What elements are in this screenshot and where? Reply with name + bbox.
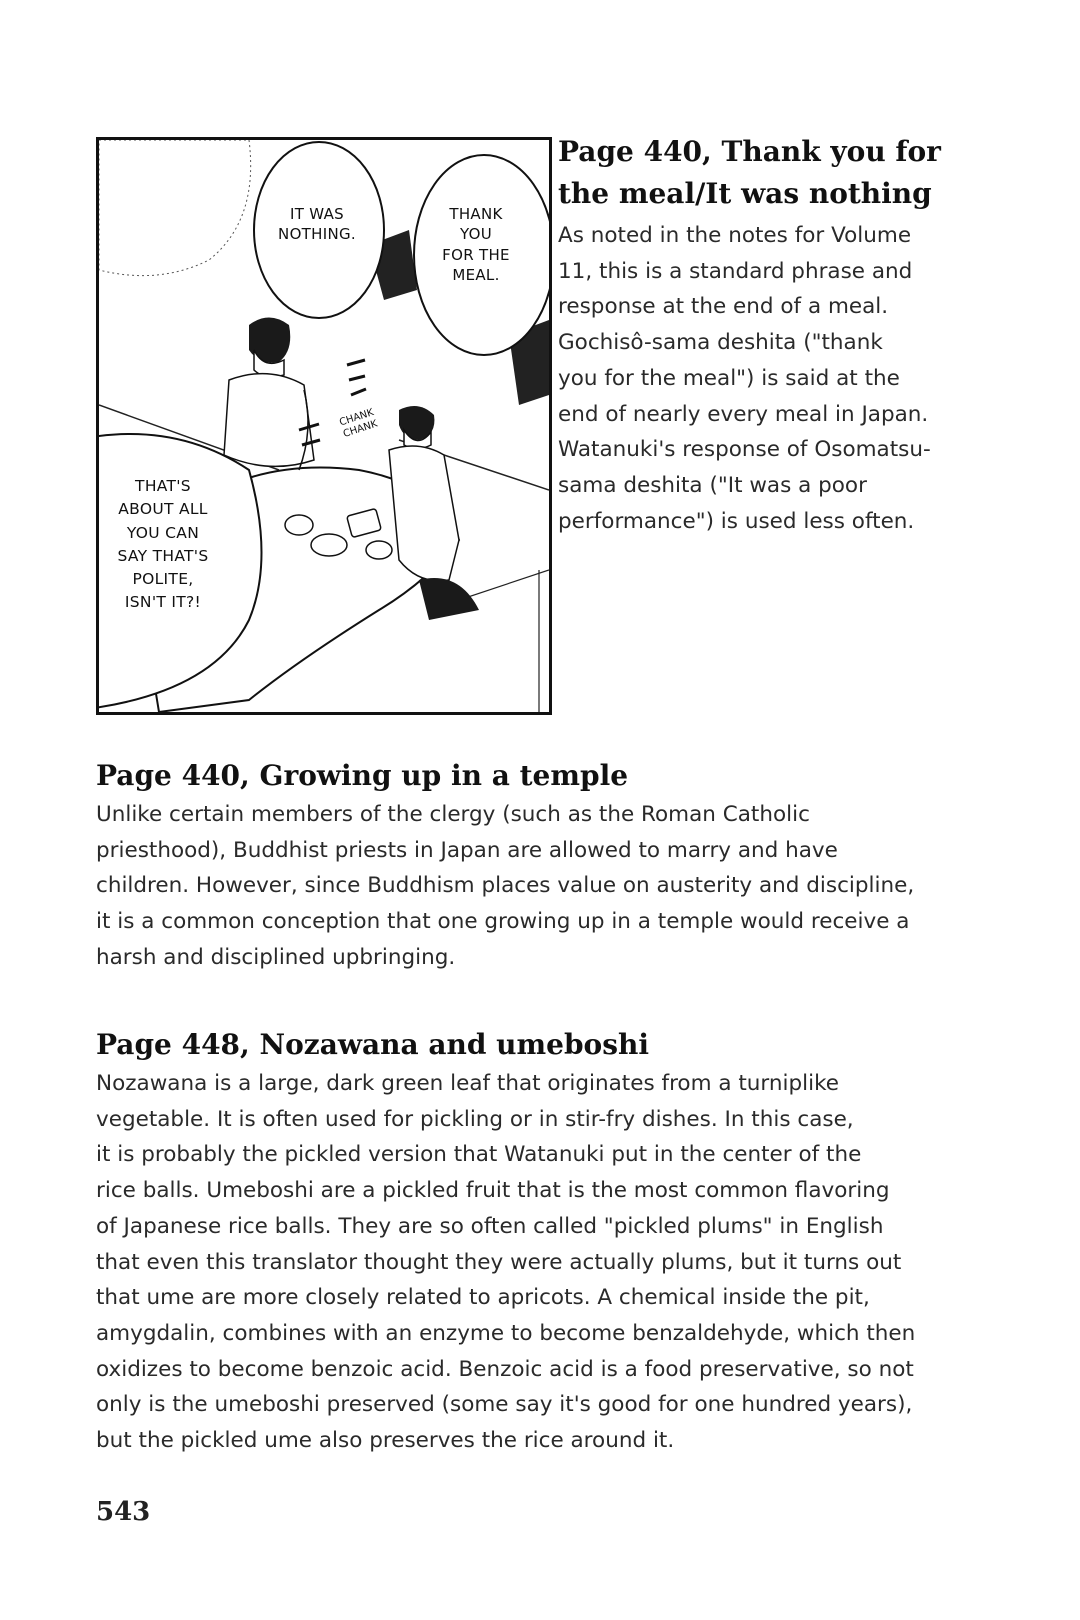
manga-panel	[96, 137, 552, 715]
note-line: vegetable. It is often used for pickling or in stir-fry dishes. In this case,	[96, 1106, 854, 1132]
bubble-polite: THAT'S ABOUT ALL YOU CAN SAY THAT'S POLITE, ISN'T IT?!	[117, 477, 209, 612]
note-line: it is a common conception that one growing up in a temple would receive a	[96, 909, 910, 935]
note-line: end of nearly every meal in Japan.	[558, 401, 929, 427]
note-line: 11, this is a standard phrase and	[558, 258, 913, 284]
note-title-line: Page 440, Thank you for	[558, 135, 941, 168]
note-line: Unlike certain members of the clergy (such as the Roman Catholic	[96, 802, 810, 827]
note-line: children. However, since Buddhism places value on austerity and discipline,	[96, 873, 915, 899]
note-line: Gochisô-sama deshita ("thank	[558, 330, 883, 356]
note-line: Watanuki's response of Osomatsu-	[558, 437, 931, 463]
note-title-line: the meal/It was nothing	[558, 177, 932, 210]
note-line: only is the umeboshi preserved (some say it's good for one hundred years),	[96, 1392, 913, 1418]
note-line: that even this translator thought they were actually plums, but it turns out	[96, 1249, 902, 1275]
note-line: of Japanese rice balls. They are so often called "pickled plums" in English	[96, 1213, 884, 1239]
note-body	[558, 218, 968, 539]
note-body	[96, 1066, 996, 1459]
note-line: amygdalin, combines with an enzyme to become benzaldehyde, which then	[96, 1320, 916, 1346]
note-title	[558, 131, 941, 215]
note-line: priesthood), Buddhist priests in Japan are allowed to marry and have	[96, 837, 838, 863]
note-line: but the pickled ume also preserves the rice around it.	[96, 1428, 675, 1454]
note-line: As noted in the notes for Volume	[558, 223, 912, 248]
note-line: oxidizes to become benzoic acid. Benzoic acid is a food preservative, so not	[96, 1356, 914, 1382]
bubble-thank-you: THANK YOU FOR THE MEAL.	[442, 205, 510, 284]
note-line: it is probably the pickled version that Watanuki put in the center of the	[96, 1142, 862, 1168]
note-line: response at the end of a meal.	[558, 294, 889, 320]
note-body	[96, 797, 996, 976]
bubble-it-was-nothing: IT WAS NOTHING.	[278, 205, 356, 244]
note-line: harsh and disciplined upbringing.	[96, 944, 456, 970]
note-line: Nozawana is a large, dark green leaf that originates from a turniplike	[96, 1071, 839, 1096]
note-line: sama deshita ("It was a poor	[558, 472, 867, 498]
page-number: 543	[96, 1497, 151, 1527]
note-title: Page 440, Growing up in a temple	[96, 759, 629, 792]
note-line: that ume are more closely related to apricots. A chemical inside the pit,	[96, 1285, 870, 1311]
sfx-chank: CHANK CHANK	[338, 407, 379, 440]
note-line: rice balls. Umeboshi are a pickled fruit that is the most common flavoring	[96, 1178, 890, 1204]
note-line: performance") is used less often.	[558, 508, 915, 534]
note-line: you for the meal") is said at the	[558, 365, 900, 391]
note-title: Page 448, Nozawana and umeboshi	[96, 1028, 649, 1061]
